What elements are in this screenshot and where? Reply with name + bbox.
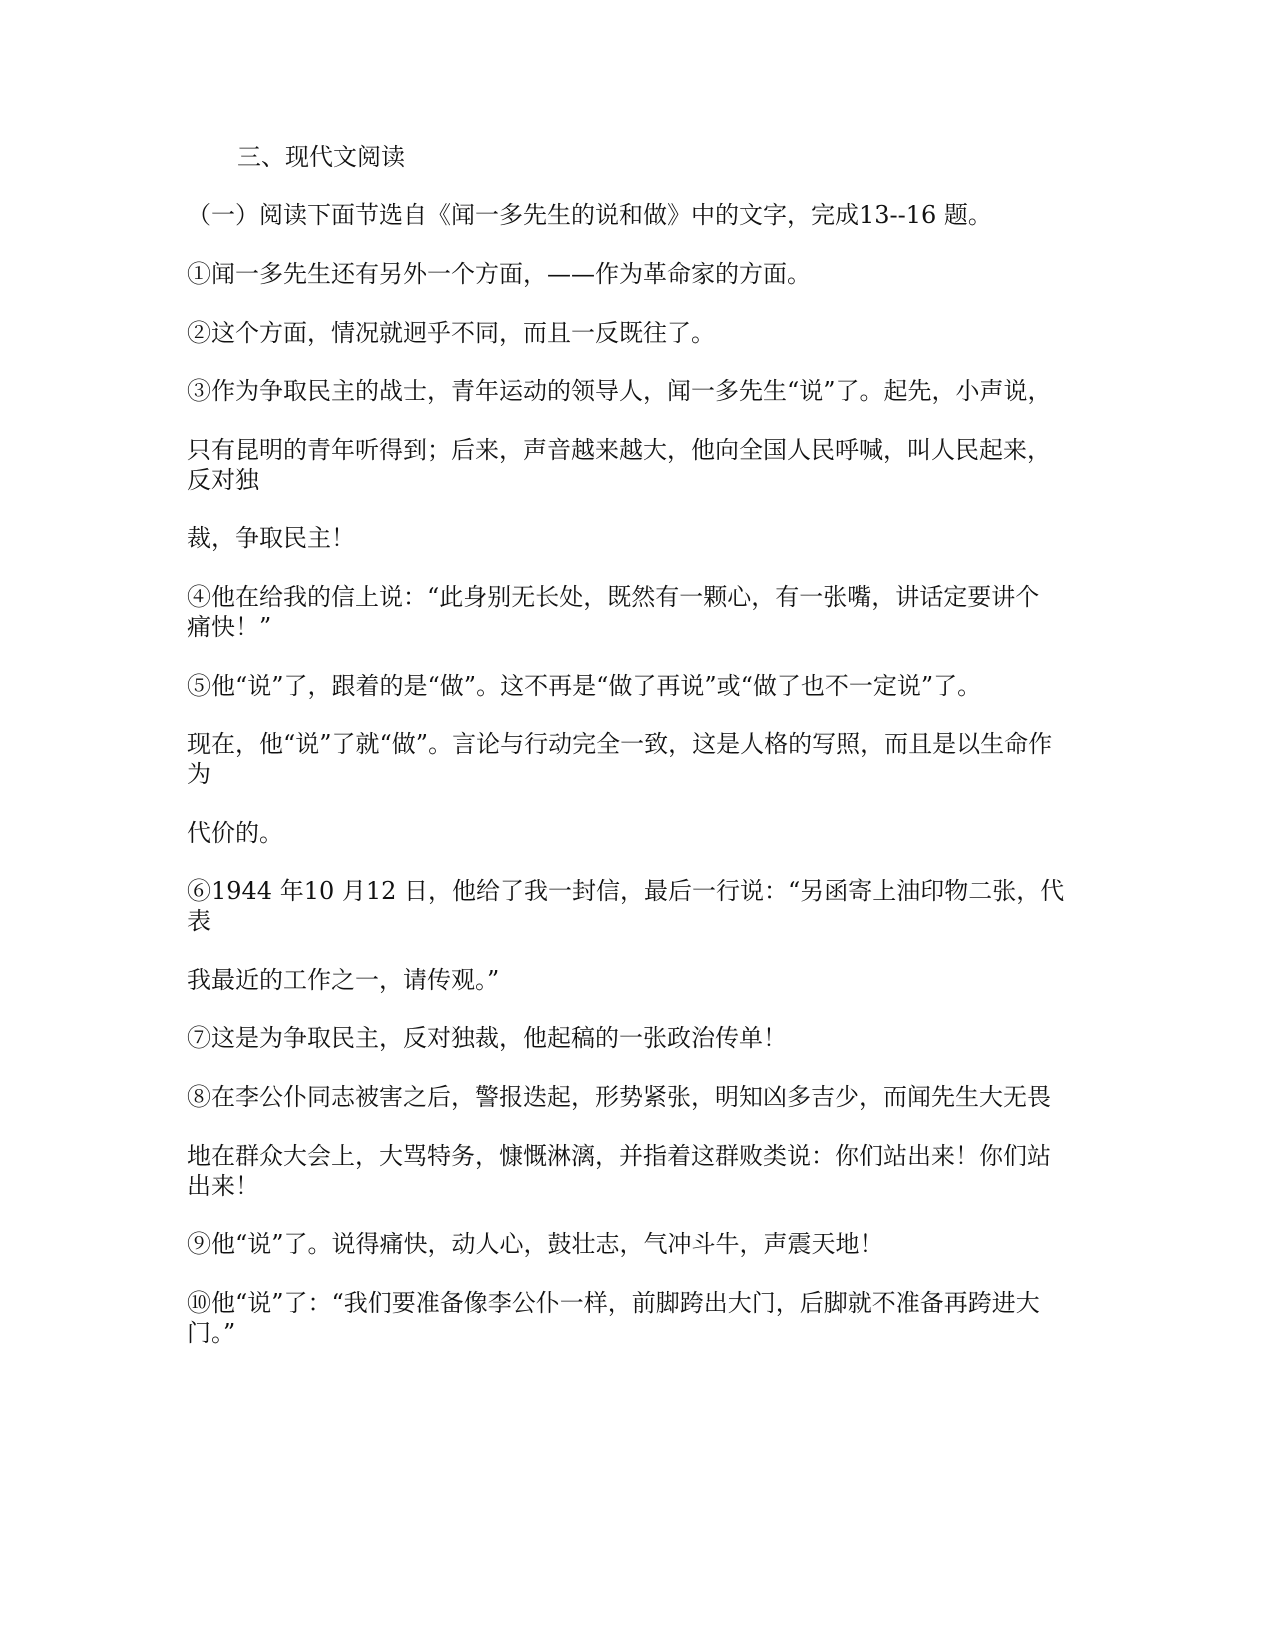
paragraph-line: ⑦这是为争取民主，反对独裁，他起稿的一张政治传单！ — [187, 1024, 787, 1052]
paragraph-line: ⑤他“说”了，跟着的是“做”。这不再是“做了再说”或“做了也不一定说”了。 — [187, 672, 982, 700]
paragraph-line: 表 — [187, 907, 211, 935]
paragraph-line: 地在群众大会上，大骂特务，慷慨淋漓，并指着这群败类说：你们站出来！你们站 — [187, 1142, 1051, 1170]
paragraph-line: ⑥1944 年10 月12 日，他给了我一封信，最后一行说：“另函寄上油印物二张，代 — [187, 877, 1065, 905]
instruction-text: （一）阅读下面节选自《闻一多先生的说和做》中的文字，完成13--16 题。 — [187, 201, 992, 229]
paragraph-line: ⑧在李公仆同志被害之后，警报迭起，形势紧张，明知凶多吉少，而闻先生大无畏 — [187, 1083, 1051, 1111]
paragraph-line: 门。” — [187, 1319, 236, 1347]
section-title: 三、现代文阅读 — [237, 143, 405, 171]
paragraph-line: ⑩他“说”了：“我们要准备像李公仆一样，前脚跨出大门，后脚就不准备再跨进大 — [187, 1289, 1040, 1317]
paragraph-line: ③作为争取民主的战士，青年运动的领导人，闻一多先生“说”了。起先，小声说， — [187, 377, 1052, 405]
paragraph-line: 现在，他“说”了就“做”。言论与行动完全一致，这是人格的写照，而且是以生命作 — [187, 730, 1053, 758]
paragraph-line: ⑨他“说”了。说得痛快，动人心，鼓壮志，气冲斗牛，声震天地！ — [187, 1230, 884, 1258]
paragraph-line: 痛快！” — [187, 613, 272, 641]
paragraph-line: 裁，争取民主！ — [187, 524, 355, 552]
paragraph-line: 我最近的工作之一，请传观。” — [187, 966, 500, 994]
paragraph-line: 反对独 — [187, 466, 259, 494]
paragraph-line: ①闻一多先生还有另外一个方面，——作为革命家的方面。 — [187, 260, 811, 288]
paragraph-line: 为 — [187, 760, 211, 788]
paragraph-line: 只有昆明的青年听得到；后来，声音越来越大，他向全国人民呼喊，叫人民起来， — [187, 436, 1051, 464]
paragraph-line: ②这个方面，情况就迥乎不同，而且一反既往了。 — [187, 319, 715, 347]
paragraph-line: 代价的。 — [187, 819, 283, 847]
paragraph-line: ④他在给我的信上说：“此身别无长处，既然有一颗心，有一张嘴，讲话定要讲个 — [187, 583, 1040, 611]
paragraph-line: 出来！ — [187, 1172, 259, 1200]
